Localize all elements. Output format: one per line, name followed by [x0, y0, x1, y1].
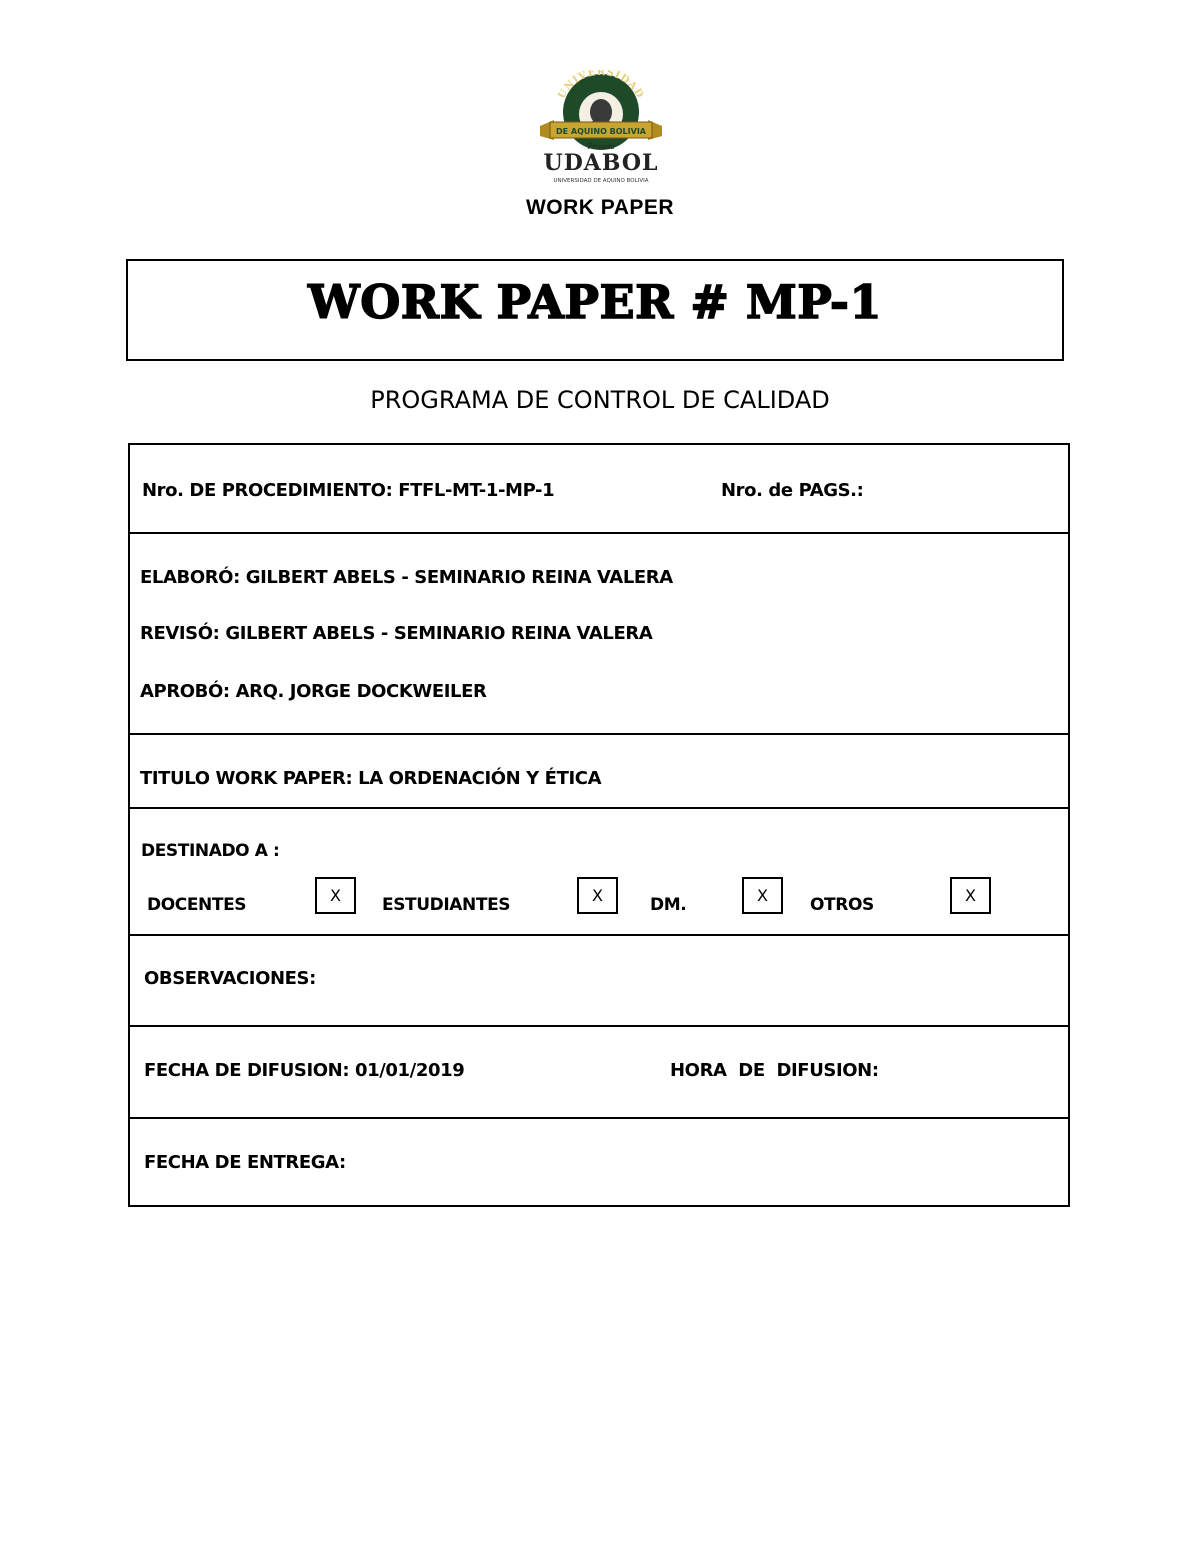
udabol-university-logo-icon [538, 70, 664, 188]
elaborated-by: ELABORÓ: GILBERT ABELS - SEMINARIO REINA VALERA [140, 567, 673, 588]
row-divider [130, 807, 1068, 809]
row-divider [130, 532, 1068, 534]
work-paper-title: TITULO WORK PAPER: LA ORDENACIÓN Y ÉTICA [140, 768, 602, 789]
recipient-estudiantes-label: ESTUDIANTES [382, 895, 511, 915]
diffusion-date: FECHA DE DIFUSION: 01/01/2019 [144, 1060, 465, 1081]
header-subtitle: WORK PAPER [525, 196, 675, 219]
observations-label: OBSERVACIONES: [144, 968, 316, 989]
row-divider [130, 934, 1068, 936]
logo-name: UDABOL [543, 150, 659, 176]
pages-count: Nro. de PAGS.: [721, 480, 864, 501]
title-box [126, 259, 1064, 361]
recipient-dm-label: DM. [650, 895, 687, 915]
recipient-docentes-label: DOCENTES [147, 895, 247, 915]
program-heading: PROGRAMA DE CONTROL DE CALIDAD [370, 386, 830, 414]
recipient-otros-checkbox[interactable]: X [950, 877, 991, 914]
reviewed-by: REVISÓ: GILBERT ABELS - SEMINARIO REINA VALERA [140, 623, 653, 644]
logo-banner-text: DE AQUINO BOLIVIA [556, 127, 646, 136]
row-divider [130, 1025, 1068, 1027]
quality-control-form [128, 443, 1070, 1207]
logo-small-text: Privada [587, 143, 615, 151]
diffusion-time: HORA DE DIFUSION: [670, 1060, 879, 1081]
udabol-logo [538, 70, 664, 188]
logo-arc-text: UNIVERSIDAD [556, 70, 646, 101]
destined-to-label: DESTINADO A : [141, 841, 280, 861]
delivery-date: FECHA DE ENTREGA: [144, 1152, 346, 1173]
logo-subtitle: UNIVERSIDAD DE AQUINO BOLIVIA [553, 178, 649, 184]
row-divider [130, 733, 1068, 735]
recipient-estudiantes-checkbox[interactable]: X [577, 877, 618, 914]
recipient-otros-label: OTROS [810, 895, 874, 915]
recipient-dm-checkbox[interactable]: X [742, 877, 783, 914]
recipient-docentes-checkbox[interactable]: X [315, 877, 356, 914]
document-title: WORK PAPER # MP-1 [308, 275, 882, 329]
approved-by: APROBÓ: ARQ. JORGE DOCKWEILER [140, 681, 487, 702]
procedure-number: Nro. DE PROCEDIMIENTO: FTFL-MT-1-MP-1 [142, 480, 555, 501]
row-divider [130, 1117, 1068, 1119]
